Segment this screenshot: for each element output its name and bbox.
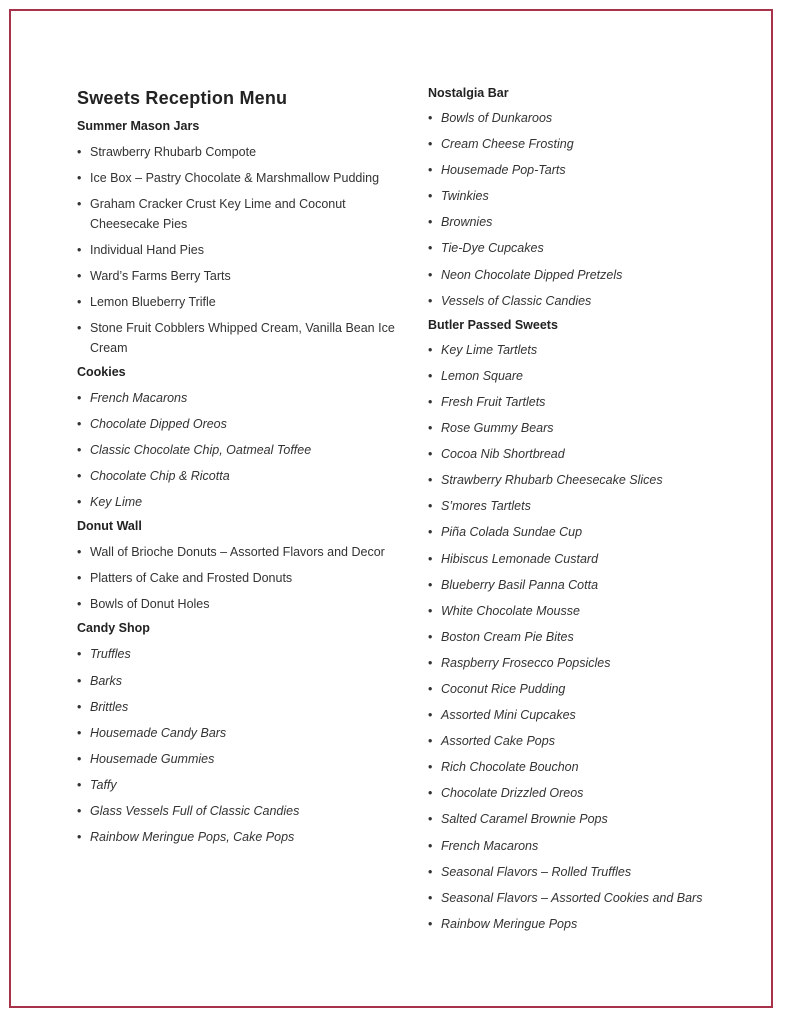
- list-item: • Classic Chocolate Chip, Oatmeal Toffee: [77, 441, 407, 461]
- item-list: [77, 645, 407, 847]
- list-item: • Barks: [77, 672, 407, 692]
- list-item: • Ward’s Farms Berry Tarts: [77, 267, 407, 287]
- list-item: • S’mores Tartlets: [428, 497, 748, 517]
- list-item: • Key Lime: [77, 493, 407, 513]
- list-item: • Key Lime Tartlets: [428, 341, 748, 361]
- menu-section: [77, 119, 407, 358]
- list-item: • Bowls of Dunkaroos: [428, 109, 748, 129]
- list-item: • Coconut Rice Pudding: [428, 680, 748, 700]
- section-heading: Summer Mason Jars: [77, 119, 200, 133]
- list-item: • Lemon Blueberry Trifle: [77, 293, 407, 313]
- list-item: • Brittles: [77, 698, 407, 718]
- list-item: • Strawberry Rhubarb Cheesecake Slices: [428, 471, 748, 491]
- list-item: • Rainbow Meringue Pops, Cake Pops: [77, 828, 407, 848]
- list-item: • Taffy: [77, 776, 407, 796]
- list-item: • Seasonal Flavors – Assorted Cookies and Bars: [428, 889, 748, 909]
- list-item: • Fresh Fruit Tartlets: [428, 393, 748, 413]
- list-item: • Twinkies: [428, 187, 748, 207]
- list-item: • Housemade Pop-Tarts: [428, 161, 748, 181]
- list-item: • Hibiscus Lemonade Custard: [428, 550, 748, 570]
- list-item: • Rich Chocolate Bouchon: [428, 758, 748, 778]
- menu-section: [77, 365, 407, 513]
- list-item: • Strawberry Rhubarb Compote: [77, 143, 407, 163]
- item-list: [77, 143, 407, 358]
- list-item: • French Macarons: [428, 837, 748, 857]
- list-item: • Housemade Gummies: [77, 750, 407, 770]
- section-heading: Butler Passed Sweets: [428, 317, 558, 332]
- left-sections: [77, 119, 407, 848]
- list-item: • Assorted Mini Cupcakes: [428, 706, 748, 726]
- list-item: • Individual Hand Pies: [77, 241, 407, 261]
- list-item: • Platters of Cake and Frosted Donuts: [77, 569, 407, 589]
- item-list: [77, 543, 407, 615]
- item-list: [428, 341, 748, 935]
- menu-section: [77, 519, 407, 615]
- list-item: • Tie-Dye Cupcakes: [428, 239, 748, 259]
- item-list: [77, 389, 407, 513]
- list-item: • Ice Box – Pastry Chocolate & Marshmallow Pudding: [77, 169, 407, 189]
- list-item: • Salted Caramel Brownie Pops: [428, 810, 748, 830]
- list-item: • Truffles: [77, 645, 407, 665]
- list-item: • Assorted Cake Pops: [428, 732, 748, 752]
- list-item: • Blueberry Basil Panna Cotta: [428, 576, 748, 596]
- list-item: • White Chocolate Mousse: [428, 602, 748, 622]
- list-item: • Cocoa Nib Shortbread: [428, 445, 748, 465]
- list-item: • Raspberry Frosecco Popsicles: [428, 654, 748, 674]
- section-heading: Nostalgia Bar: [428, 86, 509, 100]
- section-heading: Donut Wall: [77, 519, 142, 534]
- list-item: • Seasonal Flavors – Rolled Truffles: [428, 863, 748, 883]
- list-item: • Chocolate Drizzled Oreos: [428, 784, 748, 804]
- list-item: • Boston Cream Pie Bites: [428, 628, 748, 648]
- list-item: • Rainbow Meringue Pops: [428, 915, 748, 935]
- menu-section: [428, 318, 748, 935]
- list-item: • Chocolate Chip & Ricotta: [77, 467, 407, 487]
- menu-section: [77, 621, 407, 847]
- list-item: • Vessels of Classic Candies: [428, 292, 748, 312]
- left-column: [77, 86, 407, 854]
- list-item: • Cream Cheese Frosting: [428, 135, 748, 155]
- list-item: • French Macarons: [77, 389, 407, 409]
- list-item: • Graham Cracker Crust Key Lime and Coconut Cheesecake Pies: [77, 195, 407, 234]
- list-item: • Lemon Square: [428, 367, 748, 387]
- list-item: • Rose Gummy Bears: [428, 419, 748, 439]
- list-item: • Stone Fruit Cobblers Whipped Cream, Vanilla Bean Ice Cream: [77, 319, 407, 358]
- menu-title: Sweets Reception Menu: [77, 88, 288, 108]
- right-column: [428, 86, 748, 941]
- right-sections: [428, 86, 748, 934]
- item-list: [428, 109, 748, 311]
- list-item: • Wall of Brioche Donuts – Assorted Flavors and Decor: [77, 543, 407, 563]
- menu-section: [428, 86, 748, 311]
- section-heading: Candy Shop: [77, 621, 150, 636]
- list-item: • Chocolate Dipped Oreos: [77, 415, 407, 435]
- list-item: • Housemade Candy Bars: [77, 724, 407, 744]
- section-heading: Cookies: [77, 364, 126, 379]
- list-item: • Brownies: [428, 213, 748, 233]
- list-item: • Neon Chocolate Dipped Pretzels: [428, 266, 748, 286]
- list-item: • Piña Colada Sundae Cup: [428, 523, 748, 543]
- list-item: • Bowls of Donut Holes: [77, 595, 407, 615]
- list-item: • Glass Vessels Full of Classic Candies: [77, 802, 407, 822]
